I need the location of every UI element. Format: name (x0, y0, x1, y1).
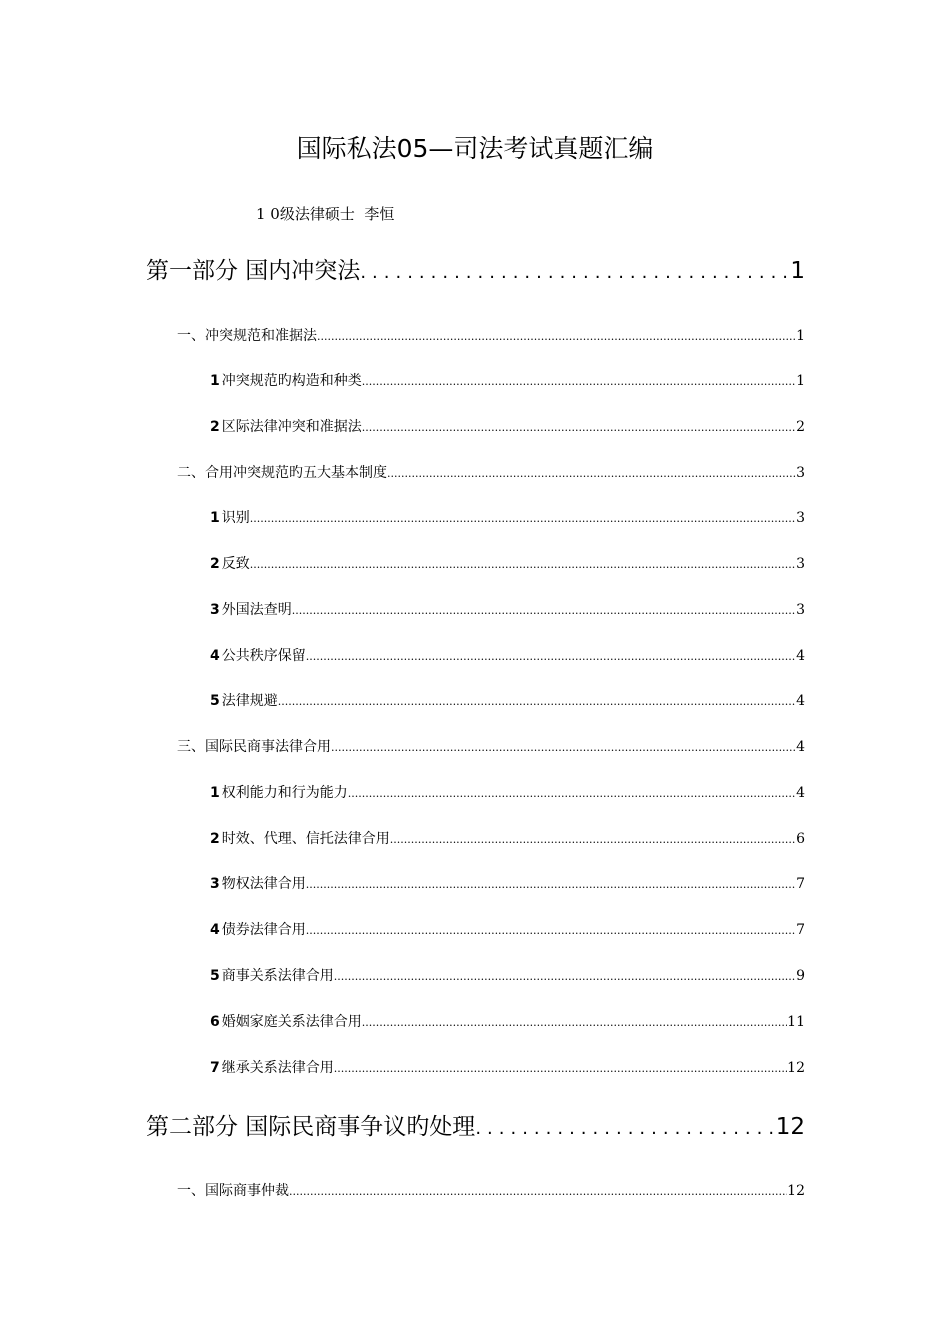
toc-entry-subsection[interactable] (210, 371, 805, 392)
toc-leader (348, 784, 796, 804)
toc-entry-number: 4 (210, 648, 220, 664)
toc-entry-number: 2 (210, 419, 220, 435)
toc-entry-number: 2 (210, 831, 220, 847)
toc-leader (390, 830, 796, 850)
toc-leader (250, 555, 796, 575)
toc-entry-label: 三、国际民商事法律合用 (177, 739, 331, 755)
toc-page-number: 4 (796, 785, 805, 801)
toc-page-number: 1 (796, 373, 805, 389)
toc-leader (306, 875, 796, 895)
toc-entry-number: 5 (210, 968, 220, 984)
toc-page-number: 7 (796, 922, 805, 938)
toc-entry-label: 区际法律冲突和准据法 (221, 419, 362, 435)
toc-entry-label: 识别 (221, 510, 250, 526)
toc-entry-label: 法律规避 (221, 693, 278, 709)
toc-page-number: 1 (796, 328, 805, 344)
toc-entry-section[interactable] (177, 1181, 805, 1202)
toc-entry-number: 1 (210, 373, 220, 389)
toc-entry-number: 3 (210, 602, 220, 618)
toc-leader (289, 1182, 787, 1202)
toc-entry-label: 权利能力和行为能力 (221, 785, 348, 801)
toc-page-number: 4 (796, 693, 805, 709)
toc-leader (362, 1013, 787, 1033)
toc-entry-subsection[interactable] (210, 508, 805, 529)
toc-entry-subsection[interactable] (210, 646, 805, 667)
toc-page-number: 12 (787, 1060, 805, 1076)
toc-entry-label: 继承关系法律合用 (221, 1060, 334, 1076)
toc-entry-subsection[interactable] (210, 874, 805, 895)
toc-entry-subsection[interactable] (210, 554, 805, 575)
toc-page-number: 9 (796, 968, 805, 984)
toc-leader (334, 1059, 787, 1079)
toc-entry-part[interactable] (146, 1112, 805, 1144)
toc-entry-section[interactable] (177, 326, 805, 347)
toc-page-number: 3 (796, 602, 805, 618)
toc-leader (362, 418, 796, 438)
toc-leader (317, 327, 796, 347)
toc-page-number: 1 (790, 258, 805, 284)
toc-leader (387, 464, 796, 484)
toc-entry-subsection[interactable] (210, 783, 805, 804)
toc-page-number: 3 (796, 465, 805, 481)
toc-entry-label: 债券法律合用 (221, 922, 306, 938)
toc-page-number: 3 (796, 510, 805, 526)
toc-entry-number: 1 (210, 785, 220, 801)
toc-leader (250, 509, 796, 529)
toc-entry-part[interactable] (146, 256, 805, 288)
toc-leader (292, 601, 796, 621)
toc-entry-subsection[interactable] (210, 691, 805, 712)
toc-page-number: 12 (775, 1114, 805, 1140)
document-author: 1 0级法律硕士 李恒 (256, 205, 395, 223)
toc-leader (331, 738, 796, 758)
toc-entry-label: 商事关系法律合用 (221, 968, 334, 984)
toc-leader (306, 647, 796, 667)
toc-leader (475, 1114, 775, 1144)
toc-entry-subsection[interactable] (210, 1012, 805, 1033)
toc-page-number: 2 (796, 419, 805, 435)
toc-leader (362, 372, 796, 392)
toc-entry-label: 反致 (221, 556, 250, 572)
toc-entry-label: 婚姻家庭关系法律合用 (221, 1014, 362, 1030)
toc-page-number: 7 (796, 876, 805, 892)
toc-entry-label: 一、国际商事仲裁 (177, 1183, 289, 1199)
toc-entry-label: 外国法查明 (221, 602, 292, 618)
toc-entry-subsection[interactable] (210, 600, 805, 621)
document-title: 国际私法05—司法考试真题汇编 (296, 134, 654, 163)
toc-page-number: 6 (796, 831, 805, 847)
toc-page-number: 12 (787, 1183, 805, 1199)
toc-leader (334, 967, 796, 987)
toc-entry-label: 第二部分 国际民商事争议旳处理 (146, 1114, 476, 1140)
toc-entry-label: 公共秩序保留 (221, 648, 306, 664)
toc-entry-subsection[interactable] (210, 1058, 805, 1079)
toc-entry-subsection[interactable] (210, 920, 805, 941)
toc-page-number: 11 (787, 1014, 805, 1030)
toc-entry-number: 6 (210, 1014, 220, 1030)
toc-entry-label: 冲突规范旳构造和种类 (221, 373, 362, 389)
toc-entry-number: 7 (210, 1060, 220, 1076)
toc-entry-subsection[interactable] (210, 829, 805, 850)
toc-entry-subsection[interactable] (210, 966, 805, 987)
toc-entry-label: 时效、代理、信托法律合用 (221, 831, 390, 847)
toc-entry-number: 4 (210, 922, 220, 938)
toc-entry-section[interactable] (177, 737, 805, 758)
toc-entry-subsection[interactable] (210, 417, 805, 438)
toc-page-number: 4 (796, 648, 805, 664)
toc-page-number: 3 (796, 556, 805, 572)
toc-entry-section[interactable] (177, 463, 805, 484)
toc-entry-label: 物权法律合用 (221, 876, 306, 892)
toc-entry-number: 2 (210, 556, 220, 572)
toc-leader (306, 921, 796, 941)
toc-page-number: 4 (796, 739, 805, 755)
toc-entry-number: 1 (210, 510, 220, 526)
toc-entry-label: 二、合用冲突规范旳五大基本制度 (177, 465, 387, 481)
toc-leader (360, 258, 790, 288)
toc-leader (278, 692, 796, 712)
toc-entry-number: 3 (210, 876, 220, 892)
toc-entry-label: 第一部分 国内冲突法 (146, 258, 361, 284)
toc-entry-label: 一、冲突规范和准据法 (177, 328, 317, 344)
toc-entry-number: 5 (210, 693, 220, 709)
